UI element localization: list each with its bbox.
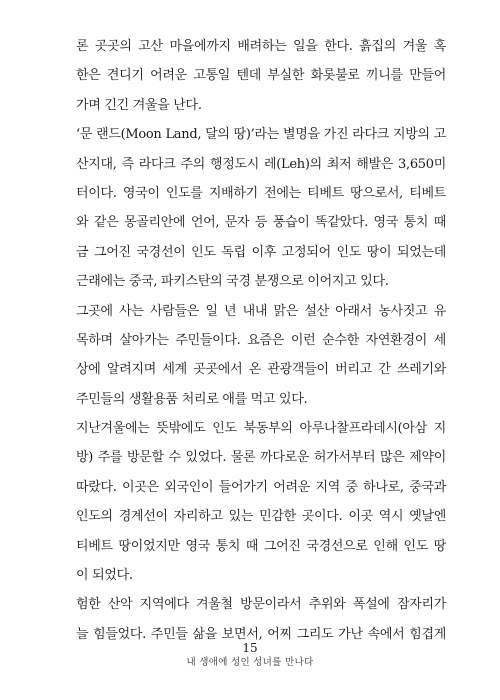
text-line: 목하며 살아가는 주민들이다. 요즘은 이런 순수한 자연환경이 세 bbox=[76, 332, 446, 348]
text-line: 그곳에 사는 사람들은 일 년 내내 맑은 설산 아래서 농사짓고 유 bbox=[76, 303, 446, 319]
text-line: 산지대, 즉 라다크 주의 행정도시 레(Leh)의 최저 해발은 3,650미 bbox=[76, 156, 446, 172]
text-line: 늘 힘들었다. 주민들 삶을 보면서, 어찌 그리도 가난 속에서 힘겹게 bbox=[76, 626, 446, 642]
text-line: 금 그어진 국경선이 인도 독립 이후 고정되어 인도 땅이 되었는데 bbox=[76, 244, 446, 260]
text-line: 가며 긴긴 겨울을 난다. bbox=[76, 97, 202, 113]
text-line: ‘문 랜드(Moon Land, 달의 땅)’라는 별명을 가진 라다크 지방의 고 bbox=[76, 127, 446, 143]
text-line: 따랐다. 이곳은 외국인이 들어가기 어려운 지역 중 하나로, 중국과 bbox=[76, 479, 446, 495]
text-line: 지난겨울에는 뜻밖에도 인도 북동부의 아루나찰프라데시(아삼 지 bbox=[76, 421, 446, 437]
text-line: 이 되었다. bbox=[76, 568, 133, 584]
text-line: 근래에는 중국, 파키스탄의 국경 분쟁으로 이어지고 있다. bbox=[76, 274, 389, 290]
running-title: 내 생애에 성인 성녀를 만나다 bbox=[186, 657, 314, 668]
text-line: 인도의 경계선이 자리하고 있는 민감한 곳이다. 이곳 역시 옛날엔 bbox=[76, 509, 446, 525]
text-line: 상에 알려지며 세계 곳곳에서 온 관광객들이 버리고 간 쓰레기와 bbox=[76, 362, 446, 378]
text-line: 론 곳곳의 고산 마을에까지 배려하는 일을 한다. 흙집의 겨울 혹 bbox=[76, 39, 446, 54]
text-line: 방) 주를 방문할 수 있었다. 물론 까다로운 허가서부터 많은 제약이 bbox=[76, 450, 446, 466]
text-line: 티베트 땅이었지만 영국 통치 때 그어진 국경선으로 인해 인도 땅 bbox=[76, 538, 446, 554]
page-number: 15 bbox=[242, 641, 258, 655]
text-line: 터이다. 영국이 인도를 지배하기 전에는 티베트 땅으로서, 티베트 bbox=[76, 185, 446, 201]
text-line: 와 같은 몽골리안에 언어, 문자 등 풍습이 똑같았다. 영국 통치 때 bbox=[76, 215, 446, 231]
body-text bbox=[76, 32, 446, 649]
text-line: 주민들의 생활용품 처리로 애를 먹고 있다. bbox=[76, 391, 308, 407]
text-line: 험한 산악 지역에다 겨울철 방문이라서 추위와 폭설에 잠자리가 bbox=[76, 597, 446, 613]
text-line: 한은 견디기 어려운 고통일 텐데 부실한 화롯불로 끼니를 만들어 bbox=[76, 68, 446, 84]
